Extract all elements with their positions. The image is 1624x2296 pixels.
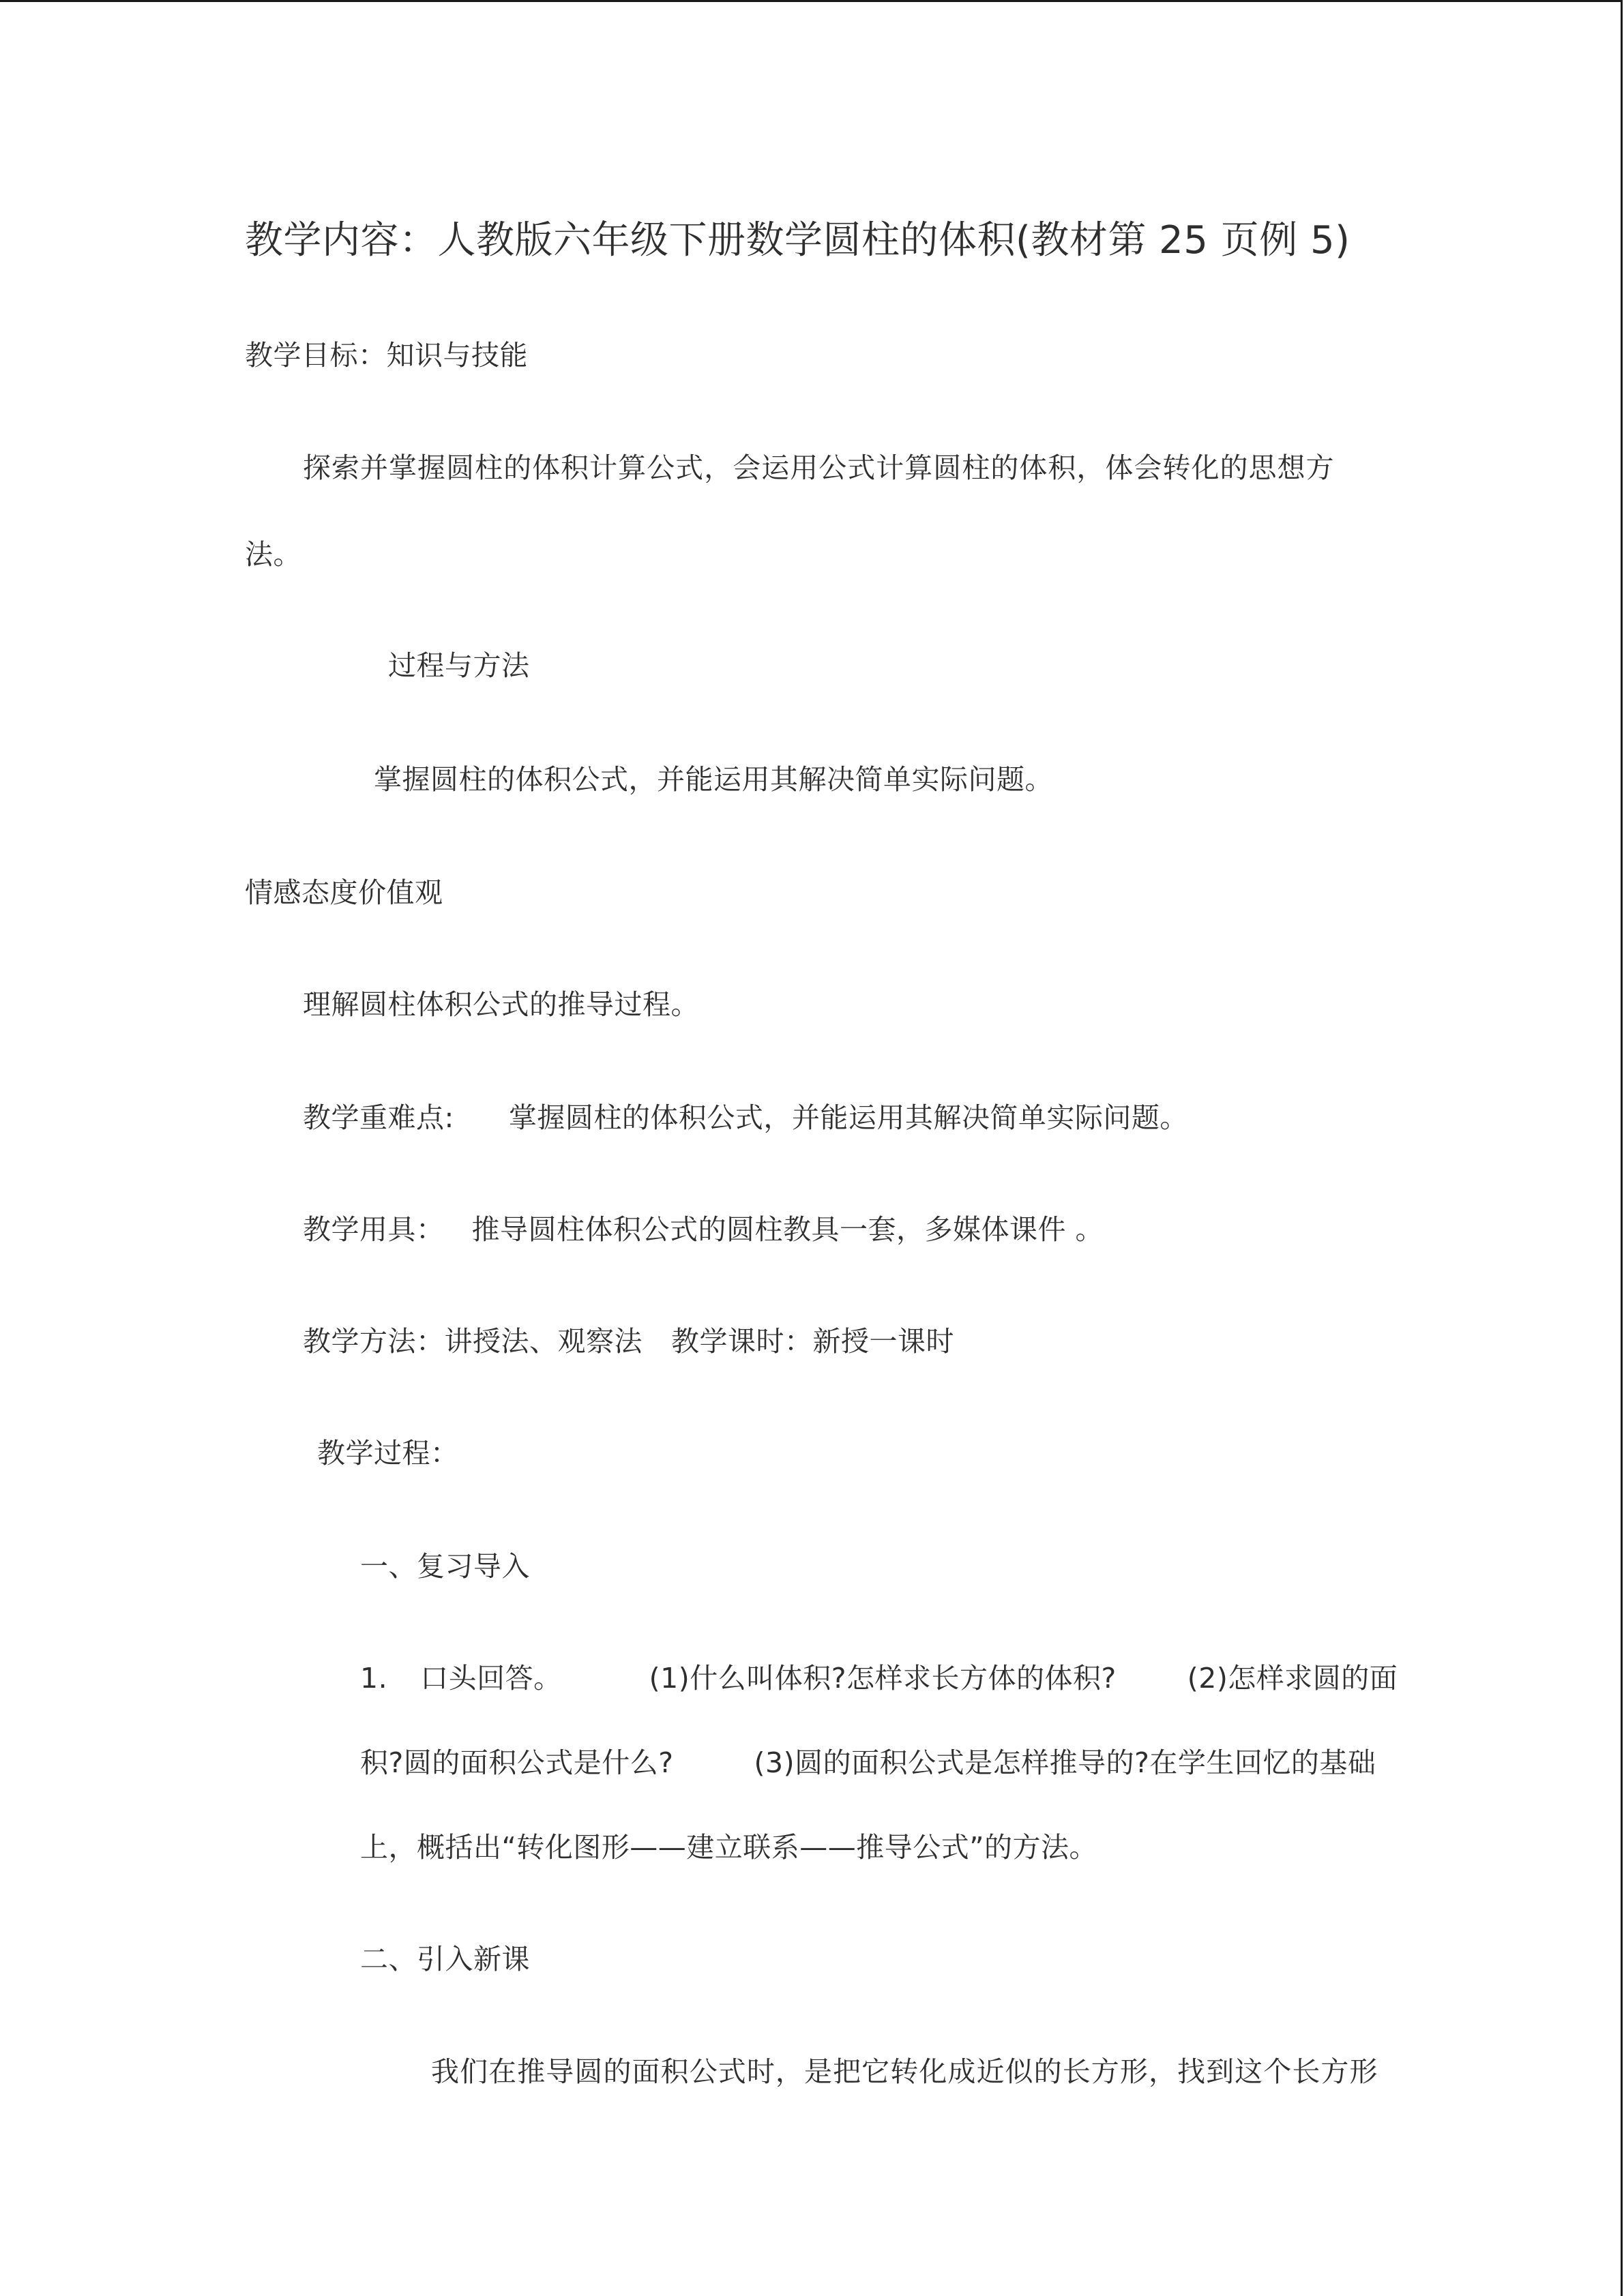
- question-3: (3)圆的面积公式是怎样推导的?在学生回忆的基础: [754, 1746, 1376, 1779]
- process-method-text: 掌握圆柱的体积公式，并能运用其解决简单实际问题。: [374, 763, 1053, 796]
- question-2-part-2: 积?圆的面积公式是什么?: [360, 1746, 674, 1779]
- methods-line: [303, 1322, 954, 1360]
- emotion-label: 情感态度价值观: [245, 876, 443, 909]
- question-1: (1)什么叫体积?怎样求长方体的体积?: [649, 1662, 1117, 1695]
- section-1-line-2: [360, 1744, 1378, 1782]
- section-1-line-3: 上，概括出“转化图形——建立联系——推导公式”的方法。: [360, 1831, 1097, 1864]
- knowledge-line-2: 法。: [245, 538, 301, 571]
- tools-label: 教学用具：: [303, 1213, 445, 1246]
- section-1-heading: 一、复习导入: [360, 1550, 530, 1583]
- emotion-text: 理解圆柱体积公式的推导过程。: [303, 988, 699, 1021]
- teaching-method: 教学方法：讲授法、观察法: [303, 1325, 643, 1358]
- oral-answer-label: 口头回答。: [420, 1662, 562, 1695]
- objectives-label: 教学目标：知识与技能: [245, 339, 528, 372]
- section-1-line-1: [360, 1659, 1398, 1697]
- tools-text: 推导圆柱体积公式的圆柱教具一套，多媒体课件 。: [471, 1213, 1104, 1246]
- teaching-hours: 教学课时：新授一课时: [671, 1325, 954, 1358]
- section-2-heading: 二、引入新课: [360, 1943, 530, 1976]
- section-2-text: 我们在推导圆的面积公式时，是把它转化成近似的长方形，找到这个长方形: [431, 2055, 1378, 2088]
- tools-line: [303, 1210, 1104, 1249]
- process-heading: 教学过程：: [317, 1437, 459, 1470]
- key-points-text: 掌握圆柱的体积公式，并能运用其解决简单实际问题。: [508, 1101, 1188, 1134]
- item-number: 1.: [360, 1662, 388, 1695]
- document-title: 教学内容：人教版六年级下册数学圆柱的体积(教材第 25 页例 5): [245, 218, 1350, 263]
- question-2-part-1: (2)怎样求圆的面: [1187, 1662, 1398, 1695]
- key-points-label: 教学重难点:: [303, 1101, 454, 1134]
- knowledge-line-1: 探索并掌握圆柱的体积计算公式，会运用公式计算圆柱的体积，体会转化的思想方: [303, 451, 1334, 484]
- process-method-label: 过程与方法: [388, 649, 530, 682]
- key-points-line: [303, 1099, 1188, 1137]
